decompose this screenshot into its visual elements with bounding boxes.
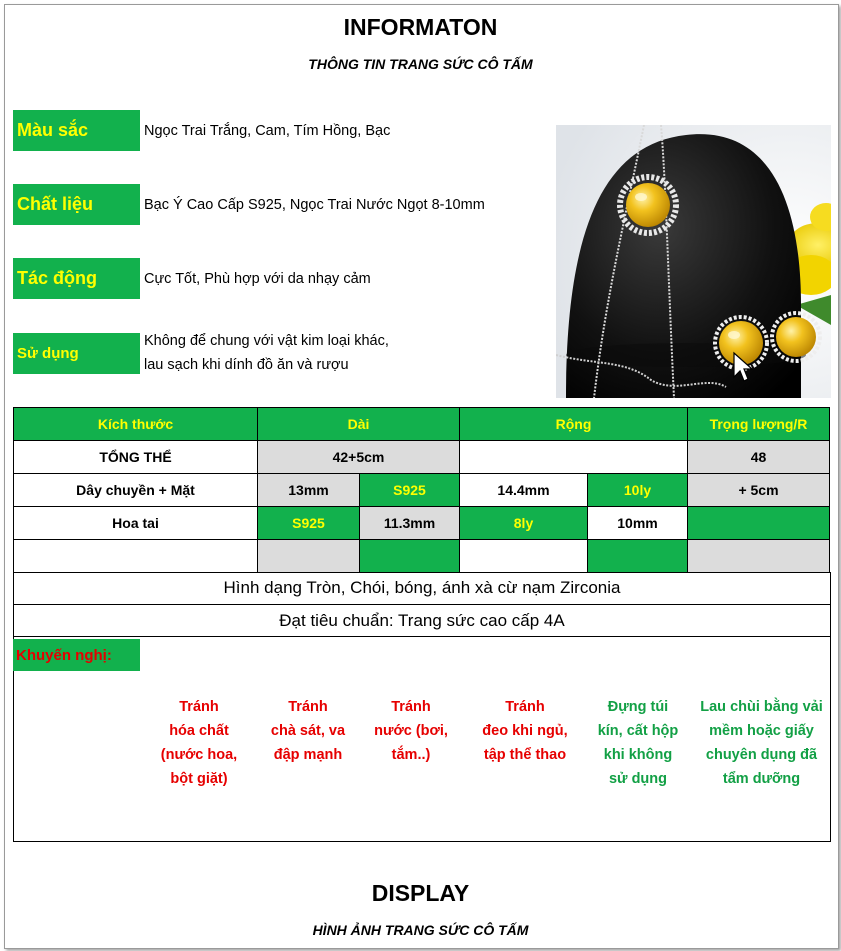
standard-line: Đạt tiêu chuẩn: Trang sức cao cấp 4A <box>13 605 831 637</box>
table-row <box>14 540 830 573</box>
label-usage: Sử dụng <box>13 333 140 374</box>
recommend-label: Khuyến nghị: <box>13 639 140 671</box>
recommend-line: bột giặt) <box>170 771 228 787</box>
header-width: Rộng <box>460 408 688 441</box>
pearl-jewelry-image <box>556 125 831 398</box>
product-photo <box>556 125 831 398</box>
table-header-row <box>14 408 830 441</box>
recommend-line: đeo khi ngủ, <box>482 723 568 739</box>
recommend-line: sử dụng <box>608 771 668 787</box>
table-row <box>14 507 830 540</box>
recommend-item <box>692 695 831 791</box>
cell: 14.4mm <box>460 474 588 507</box>
header-weight: Trọng lượng/R <box>688 408 830 441</box>
recommend-line: Lau chùi bằng vải <box>700 699 823 715</box>
cell: 11.3mm <box>360 507 460 540</box>
recommend-line: đập mạnh <box>273 747 343 763</box>
cell: 10ly <box>588 474 688 507</box>
row-name: Dây chuyền + Mặt <box>14 474 258 507</box>
recommend-line: nước (bơi, <box>374 723 448 739</box>
cell: S925 <box>360 474 460 507</box>
display-title: DISPLAY <box>371 880 470 906</box>
recommend-line: chuyên dụng đã <box>705 747 818 763</box>
total-length: 42+5cm <box>258 441 460 474</box>
header-size: Kích thước <box>14 408 258 441</box>
label-material: Chất liệu <box>13 184 140 225</box>
cell <box>14 540 258 573</box>
total-width <box>460 441 688 474</box>
recommend-item <box>584 695 692 791</box>
recommend-line: (nước hoa, <box>160 747 238 763</box>
recommend-line: Đựng túi <box>607 699 669 715</box>
recommend-line: Tránh <box>391 699 431 715</box>
recommend-line: kín, cất hộp <box>597 723 679 739</box>
page-title: INFORMATON <box>343 14 498 40</box>
label-color: Màu sắc <box>13 110 140 151</box>
shape-line: Hình dạng Tròn, Chói, bóng, ánh xà cừ nạm Zirconia <box>13 572 831 605</box>
recommend-line: mềm hoặc giấy <box>709 723 814 739</box>
recommend-line: Tránh <box>179 699 219 715</box>
cell <box>688 507 830 540</box>
cell <box>460 540 588 573</box>
label-effect: Tác động <box>13 258 140 299</box>
cell: 8ly <box>460 507 588 540</box>
recommend-line: Tránh <box>288 699 328 715</box>
recommend-item <box>466 695 584 767</box>
value-effect: Cực Tốt, Phù hợp với da nhạy cảm <box>144 271 371 287</box>
recommend-item <box>361 695 461 767</box>
recommend-item <box>255 695 361 767</box>
table-row <box>14 474 830 507</box>
value-material: Bạc Ý Cao Cấp S925, Ngọc Trai Nước Ngọt 8-10mm <box>144 197 485 213</box>
total-weight: 48 <box>688 441 830 474</box>
recommend-line: Tránh <box>505 699 545 715</box>
row-name: TỔNG THỂ <box>14 441 258 474</box>
spec-table <box>13 407 830 573</box>
value-usage-line1: Không để chung với vật kim loại khác, <box>144 333 389 349</box>
recommend-line: tẩm dưỡng <box>722 771 801 787</box>
table-row <box>14 441 830 474</box>
cell: 13mm <box>258 474 360 507</box>
cell: S925 <box>258 507 360 540</box>
header-length: Dài <box>258 408 460 441</box>
page-subtitle: THÔNG TIN TRANG SỨC CÔ TẤM <box>308 56 533 72</box>
recommend-item <box>143 695 255 791</box>
recommend-line: tắm..) <box>391 747 431 763</box>
cell <box>360 540 460 573</box>
recommend-line: tập thể thao <box>483 747 567 763</box>
cell <box>688 540 830 573</box>
value-usage-line2: lau sạch khi dính đồ ăn và rượu <box>144 357 349 373</box>
cell: + 5cm <box>688 474 830 507</box>
cell: 10mm <box>588 507 688 540</box>
cell <box>258 540 360 573</box>
cell <box>588 540 688 573</box>
recommend-line: chà sát, va <box>270 723 346 739</box>
recommend-line: hóa chất <box>169 723 229 739</box>
value-color: Ngọc Trai Trắng, Cam, Tím Hồng, Bạc <box>144 123 391 139</box>
row-name: Hoa tai <box>14 507 258 540</box>
display-subtitle: HÌNH ẢNH TRANG SỨC CÔ TẤM <box>312 922 529 938</box>
recommend-line: khi không <box>603 747 673 763</box>
